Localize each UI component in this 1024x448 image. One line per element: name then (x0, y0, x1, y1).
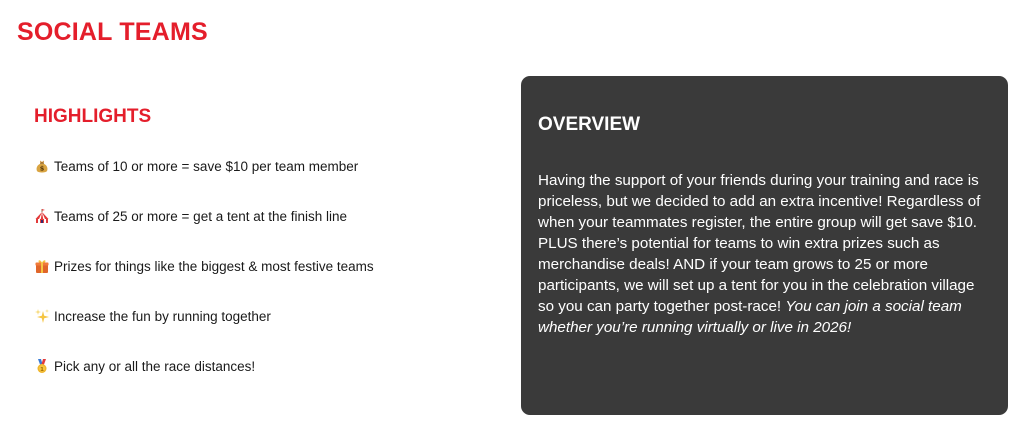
highlights-panel (34, 104, 474, 406)
highlight-text: Pick any or all the race distances! (54, 358, 256, 374)
svg-text:$: $ (39, 164, 45, 173)
highlight-text: Increase the fun by running together (54, 308, 271, 324)
highlight-text: Prizes for things like the biggest & most festive teams (54, 258, 374, 274)
sparkles-icon (34, 308, 50, 324)
highlight-text: Teams of 25 or more = get a tent at the finish line (54, 208, 348, 224)
svg-text:1: 1 (40, 366, 44, 373)
list-item (34, 306, 474, 326)
highlights-heading: HIGHLIGHTS (34, 106, 152, 127)
page-title: SOCIAL TEAMS (17, 18, 208, 46)
list-item (34, 256, 474, 276)
overview-text: Having the support of your friends during your training and race is priceless, but we decided to add an extra incentive! Regardless of when your teammates register, the entire group will get save $10. PLUS there’s potential for teams to win extra prizes such as merchandise deals! AND if your team grows to 25 or more participants, we will set up a tent for you in the celebration village so you can party together post-race! (538, 172, 981, 315)
overview-card (521, 76, 1008, 415)
overview-note: You can join a social team whether you’re running virtually or live in 2026! (538, 298, 962, 336)
highlight-text: Teams of 10 or more = save $10 per team member (54, 158, 359, 174)
list-item (34, 206, 474, 226)
gift-icon (34, 258, 50, 274)
overview-heading: OVERVIEW (538, 114, 641, 135)
list-item (34, 156, 474, 176)
list-item (34, 356, 474, 376)
medal-icon (34, 358, 50, 374)
overview-body (538, 170, 990, 338)
circus-tent-icon (34, 208, 50, 224)
highlights-list (34, 156, 474, 376)
money-bag-icon (34, 158, 50, 174)
